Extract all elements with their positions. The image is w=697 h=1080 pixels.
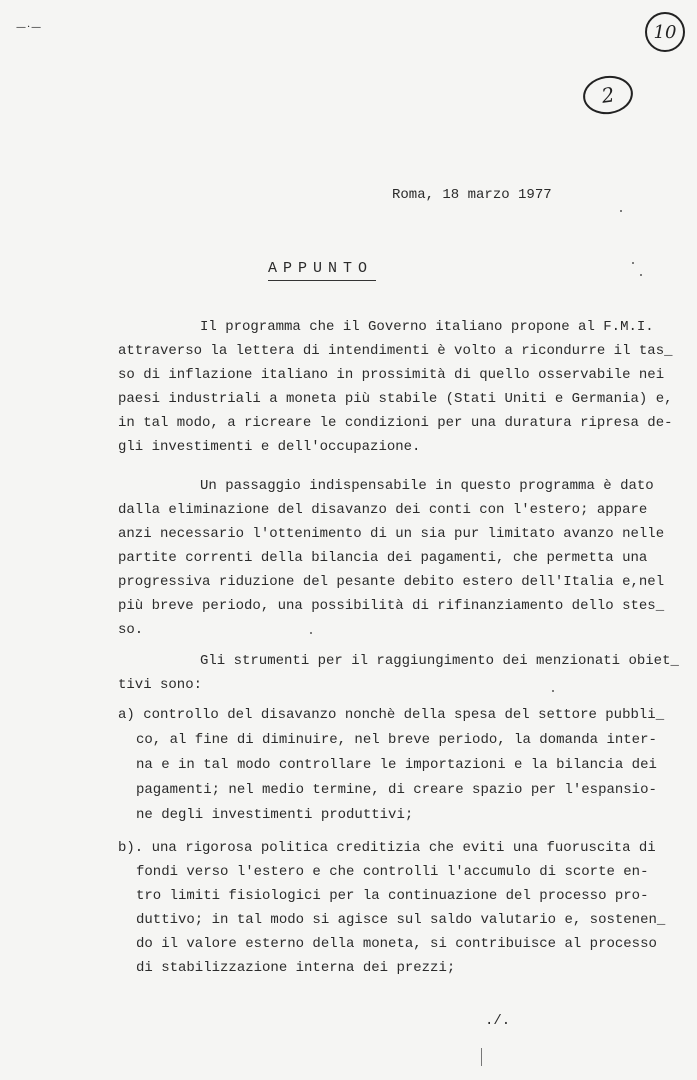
text-line: più breve periodo, una possibilità di rifinanziamento dello stes_: [118, 598, 665, 614]
list-item-line: b). una rigorosa politica creditizia che eviti una fuoruscita di: [118, 840, 656, 856]
text-line: attraverso la lettera di intendimenti è volto a ricondurre il tas_: [118, 343, 673, 359]
title-underline: [268, 280, 376, 281]
list-item-line: na e in tal modo controllare le importazioni e la bilancia dei: [136, 757, 657, 773]
text-line: so di inflazione italiano in prossimità di quello osservabile nei: [118, 367, 665, 383]
list-item-line: ne degli investimenti produttivi;: [136, 807, 414, 823]
list-item-line: tro limiti fisiologici per la continuazione del processo pro-: [136, 888, 649, 904]
list-item-line: duttivo; in tal modo si agisce sul saldo valutario e, sostenen_: [136, 912, 666, 928]
list-item-line: do il valore esterno della moneta, si contribuisce al processo: [136, 936, 657, 952]
scan-mark: [481, 1048, 482, 1066]
text-line: in tal modo, a ricreare le condizioni per una duratura ripresa de-: [118, 415, 673, 431]
scan-speck: [552, 690, 554, 692]
scan-speck: [640, 274, 642, 276]
list-item-line: di stabilizzazione interna dei prezzi;: [136, 960, 456, 976]
text-line: Gli strumenti per il raggiungimento dei menzionati obiet_: [200, 653, 679, 669]
continuation-mark: ./.: [485, 1013, 511, 1029]
text-line: paesi industriali a moneta più stabile (Stati Uniti e Germania) e,: [118, 391, 673, 407]
document-title: APPUNTO: [268, 260, 374, 277]
text-line: tivi sono:: [118, 677, 203, 693]
list-item-line: fondi verso l'estero e che controlli l'accumulo di scorte en-: [136, 864, 649, 880]
archive-number-circle: [645, 12, 685, 52]
page-number-circle: [581, 73, 636, 118]
text-line: dalla eliminazione del disavanzo dei conti con l'estero; appare: [118, 502, 648, 518]
page-number: 2: [600, 82, 616, 108]
list-item-line: a) controllo del disavanzo nonchè della spesa del settore pubbli_: [118, 707, 665, 723]
scan-speck: [310, 632, 312, 634]
text-line: gli investimenti e dell'occupazione.: [118, 439, 421, 455]
list-item-line: pagamenti; nel medio termine, di creare spazio per l'espansio-: [136, 782, 657, 798]
text-line: Un passaggio indispensabile in questo programma è dato: [200, 478, 654, 494]
text-line: partite correnti della bilancia dei pagamenti, che permetta una: [118, 550, 648, 566]
document-date: Roma, 18 marzo 1977: [392, 187, 552, 203]
top-left-mark: —·—: [16, 22, 43, 33]
archive-number: 10: [653, 21, 677, 43]
text-line: Il programma che il Governo italiano propone al F.M.I.: [200, 319, 654, 335]
text-line: progressiva riduzione del pesante debito estero dell'Italia e,nel: [118, 574, 665, 590]
text-line: so.: [118, 622, 144, 638]
scan-speck: [632, 262, 634, 264]
list-item-line: co, al fine di diminuire, nel breve periodo, la domanda inter-: [136, 732, 657, 748]
scan-speck: [620, 210, 622, 212]
text-line: anzi necessario l'ottenimento di un sia pur limitato avanzo nelle: [118, 526, 665, 542]
